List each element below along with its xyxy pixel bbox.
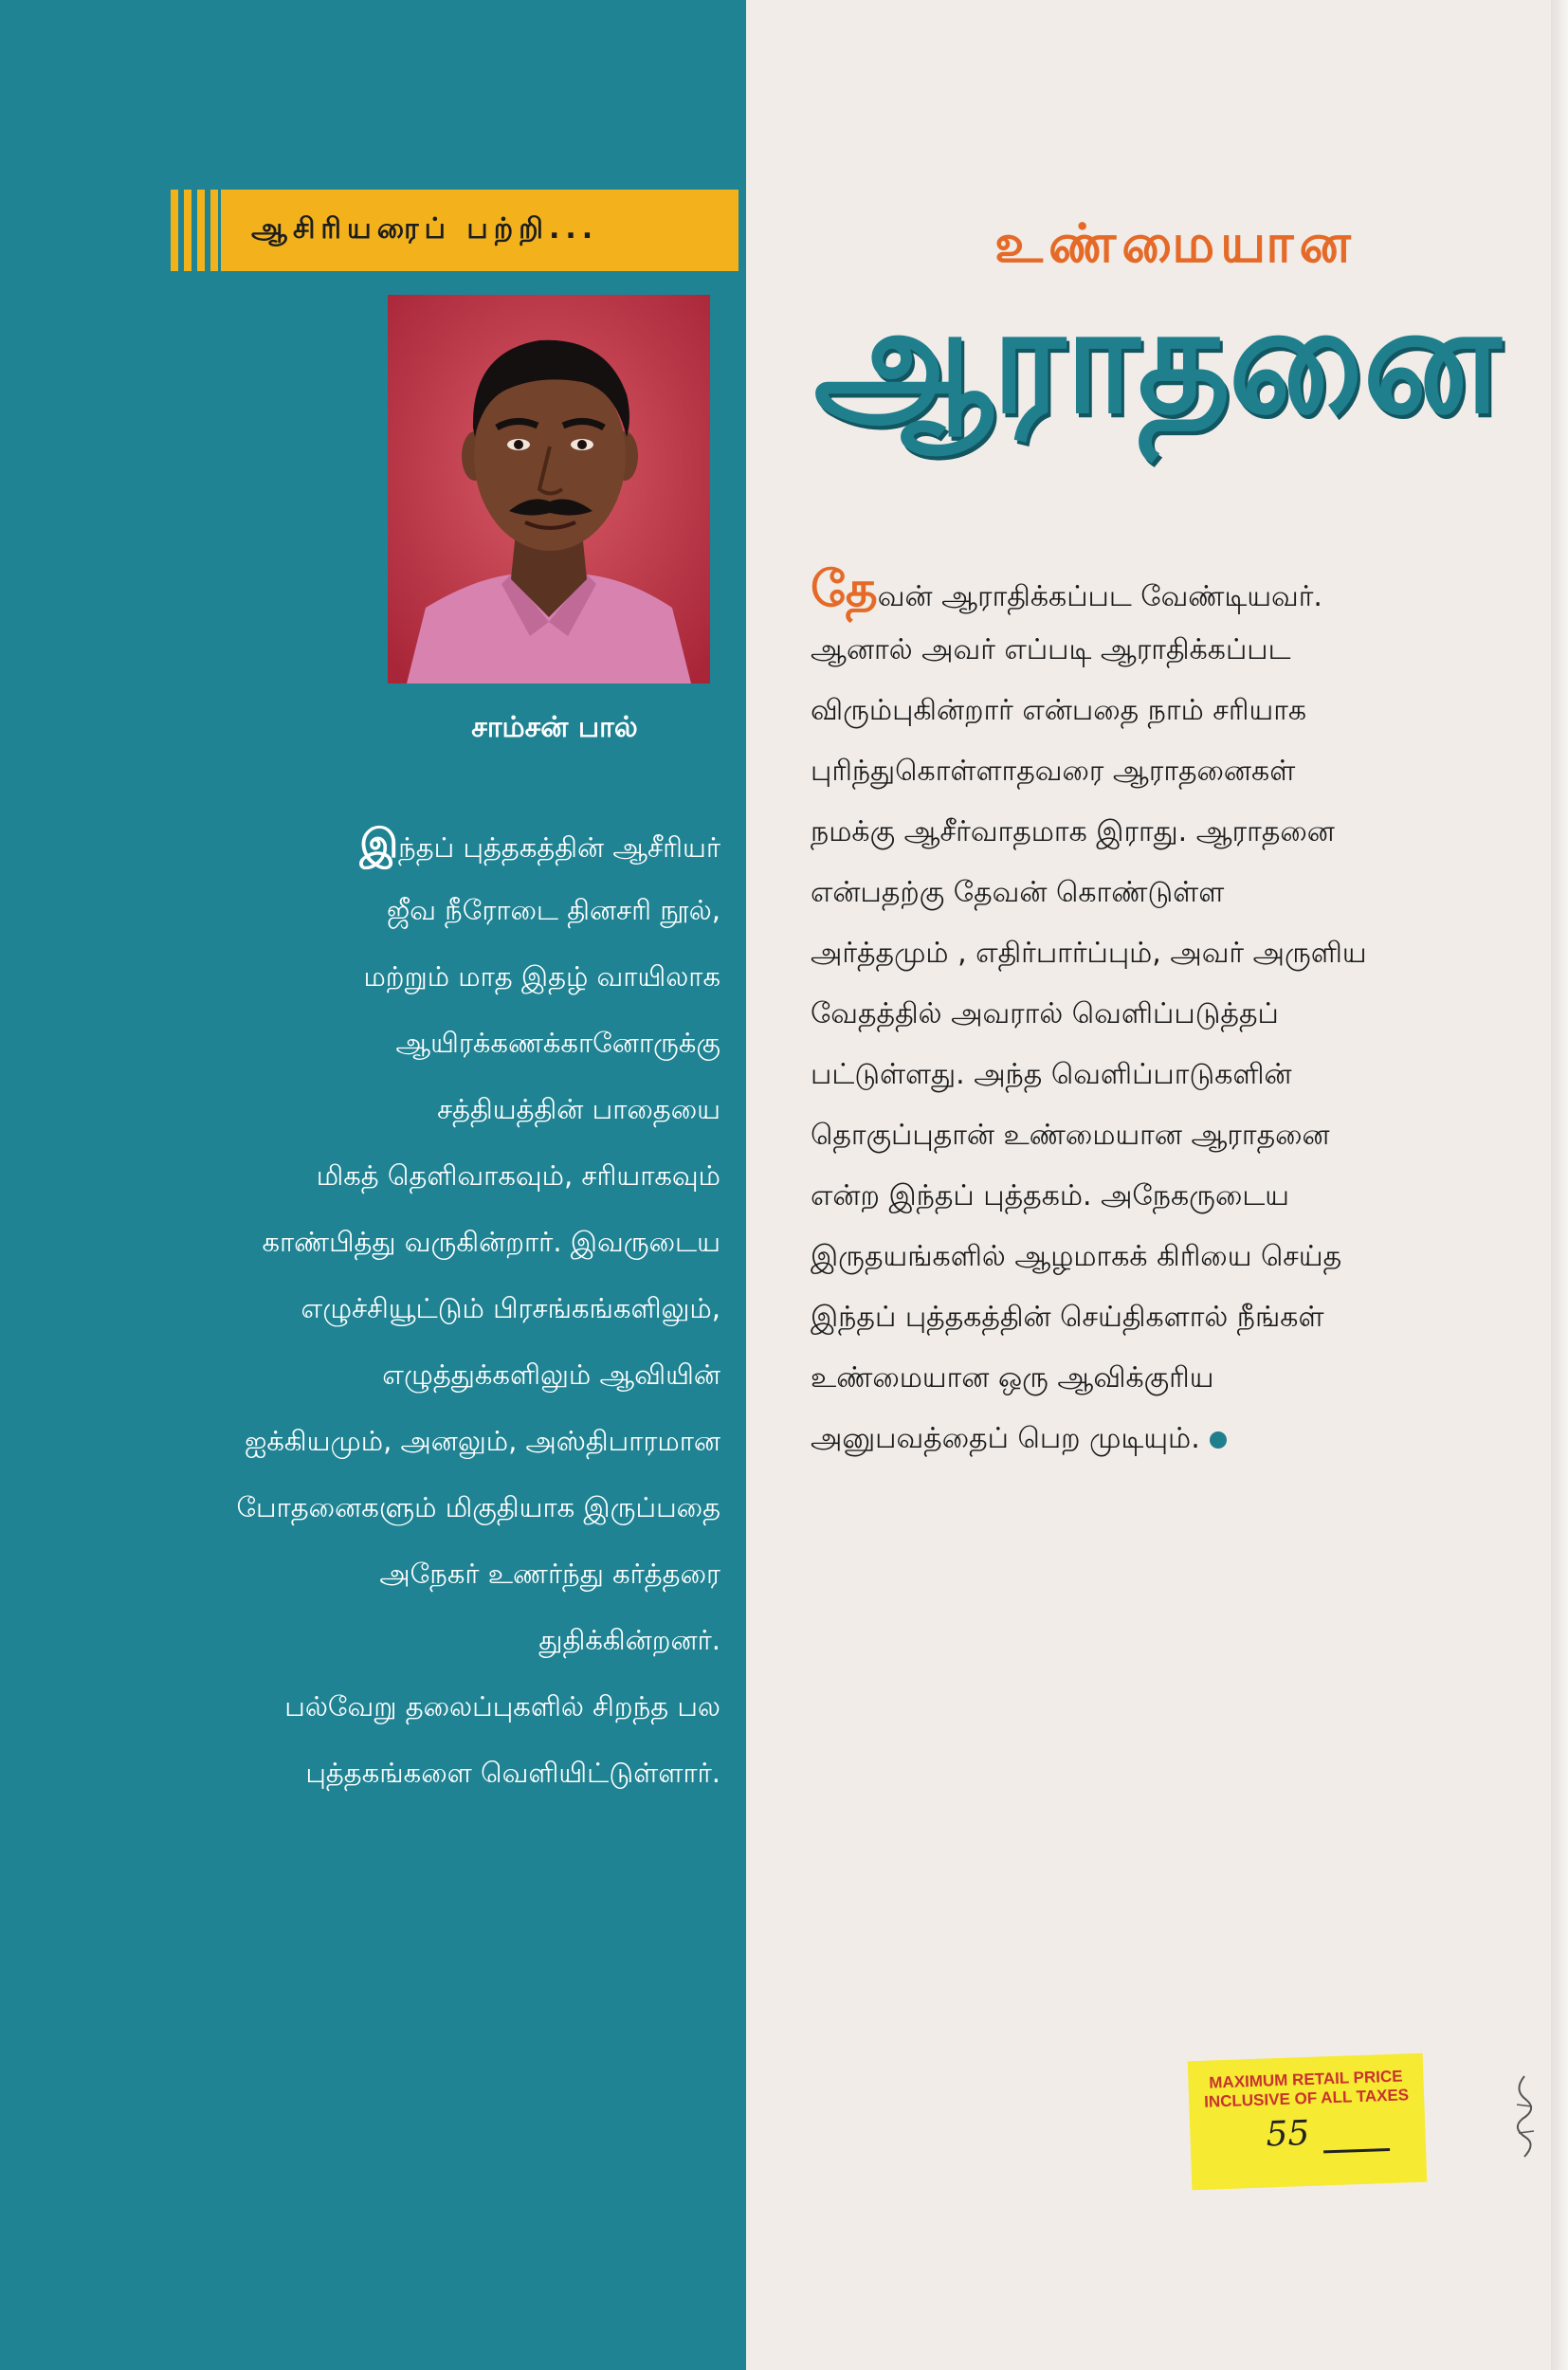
description-line: என்ற இந்தப் புத்தகம். அநேகருடைய	[811, 1179, 1289, 1212]
bio-line: ஜீவ நீரோடை தினசரி நூல்,	[386, 894, 720, 926]
price-label-line1: MAXIMUM RETAIL PRICE	[1209, 2067, 1403, 2092]
price-label-line2: INCLUSIVE OF ALL TAXES	[1203, 2086, 1410, 2111]
description-line: அர்த்தமும் , எதிர்பார்ப்பும், அவர் அருளிய	[811, 937, 1367, 970]
description-line: நமக்கு ஆசீர்வாதமாக இராது. ஆராதனை	[811, 815, 1335, 848]
bio-line: காண்பித்து வருகின்றார். இவருடைய	[262, 1226, 720, 1258]
bio-dropcap: இ	[359, 820, 399, 866]
description-line: ஆனால் அவர் எப்படி ஆராதிக்கப்பட	[811, 633, 1291, 666]
bio-line: மற்றும் மாத இதழ் வாயிலாக	[363, 960, 720, 993]
bio-line: பல்வேறு தலைப்புகளில் சிறந்த பல	[284, 1690, 720, 1723]
description-line: தொகுப்புதான் உண்மையான ஆராதனை	[811, 1119, 1330, 1152]
description-line: பட்டுள்ளது. அந்த வெளிப்பாடுகளின்	[811, 1058, 1292, 1091]
bio-line: சத்தியத்தின் பாதையை	[437, 1093, 720, 1125]
description-line: அனுபவத்தைப் பெற முடியும்.	[811, 1409, 1512, 1469]
book-description	[811, 559, 1512, 1469]
signature-mark-icon	[1505, 2067, 1543, 2171]
end-bullet-icon	[1210, 1431, 1227, 1449]
bio-line: எழுச்சியூட்டும் பிரசங்கங்களிலும்,	[301, 1292, 720, 1324]
description-line: வேதத்தில் அவரால் வெளிப்படுத்தப்	[811, 997, 1279, 1030]
bio-line: துதிக்கின்றனர்.	[538, 1624, 720, 1656]
author-portrait-image	[388, 295, 710, 684]
bio-line: போதனைகளும் மிகுதியாக இருப்பதை	[236, 1491, 720, 1523]
description-line: தேவன் ஆராதிக்கப்பட வேண்டியவர்.	[811, 561, 1322, 618]
author-name: சாம்சன் பால்	[471, 711, 638, 744]
author-photo	[388, 295, 710, 684]
bio-line: ஐக்கியமும், அனலும், அஸ்திபாரமான	[245, 1425, 720, 1457]
bio-line: மிகத் தெளிவாகவும், சரியாகவும்	[316, 1159, 720, 1192]
description-line: இருதயங்களில் ஆழமாகக் கிரியை செய்த	[811, 1240, 1342, 1273]
bio-line: அநேகர் உணர்ந்து கர்த்தரை	[379, 1558, 720, 1590]
handwritten-price: 55	[1265, 2113, 1310, 2155]
bio-line: எழுத்துக்களிலும் ஆவியின்	[382, 1358, 720, 1391]
book-subtitle: உண்மையான	[994, 213, 1357, 275]
about-author-heading: ஆசிரியரைப் பற்றி...	[251, 211, 599, 246]
about-author-badge	[221, 190, 738, 271]
author-bio	[95, 811, 720, 1806]
bio-line: ஆயிரக்கணக்கானோருக்கு	[395, 1027, 720, 1059]
description-line: இந்தப் புத்தகத்தின் செய்திகளால் நீங்கள்	[811, 1301, 1324, 1334]
description-line: புரிந்துகொள்ளாதவரை ஆராதனைகள்	[811, 755, 1296, 788]
description-line: உண்மையான ஒரு ஆவிக்குரிய	[811, 1361, 1214, 1395]
bio-line: இந்தப் புத்தகத்தின் ஆசீரியர்	[359, 820, 720, 866]
description-dropcap: தே	[811, 561, 878, 618]
badge-stripes	[171, 190, 218, 271]
book-title: ஆராதனை	[813, 273, 1500, 447]
page-edge	[1551, 0, 1568, 2370]
description-line: என்பதற்கு தேவன் கொண்டுள்ள	[811, 876, 1225, 909]
description-line: விரும்புகின்றார் என்பதை நாம் சரியாக	[811, 694, 1307, 727]
price-sticker	[1188, 2053, 1428, 2191]
bio-line: புத்தகங்களை வெளியிட்டுள்ளார்.	[305, 1757, 720, 1789]
